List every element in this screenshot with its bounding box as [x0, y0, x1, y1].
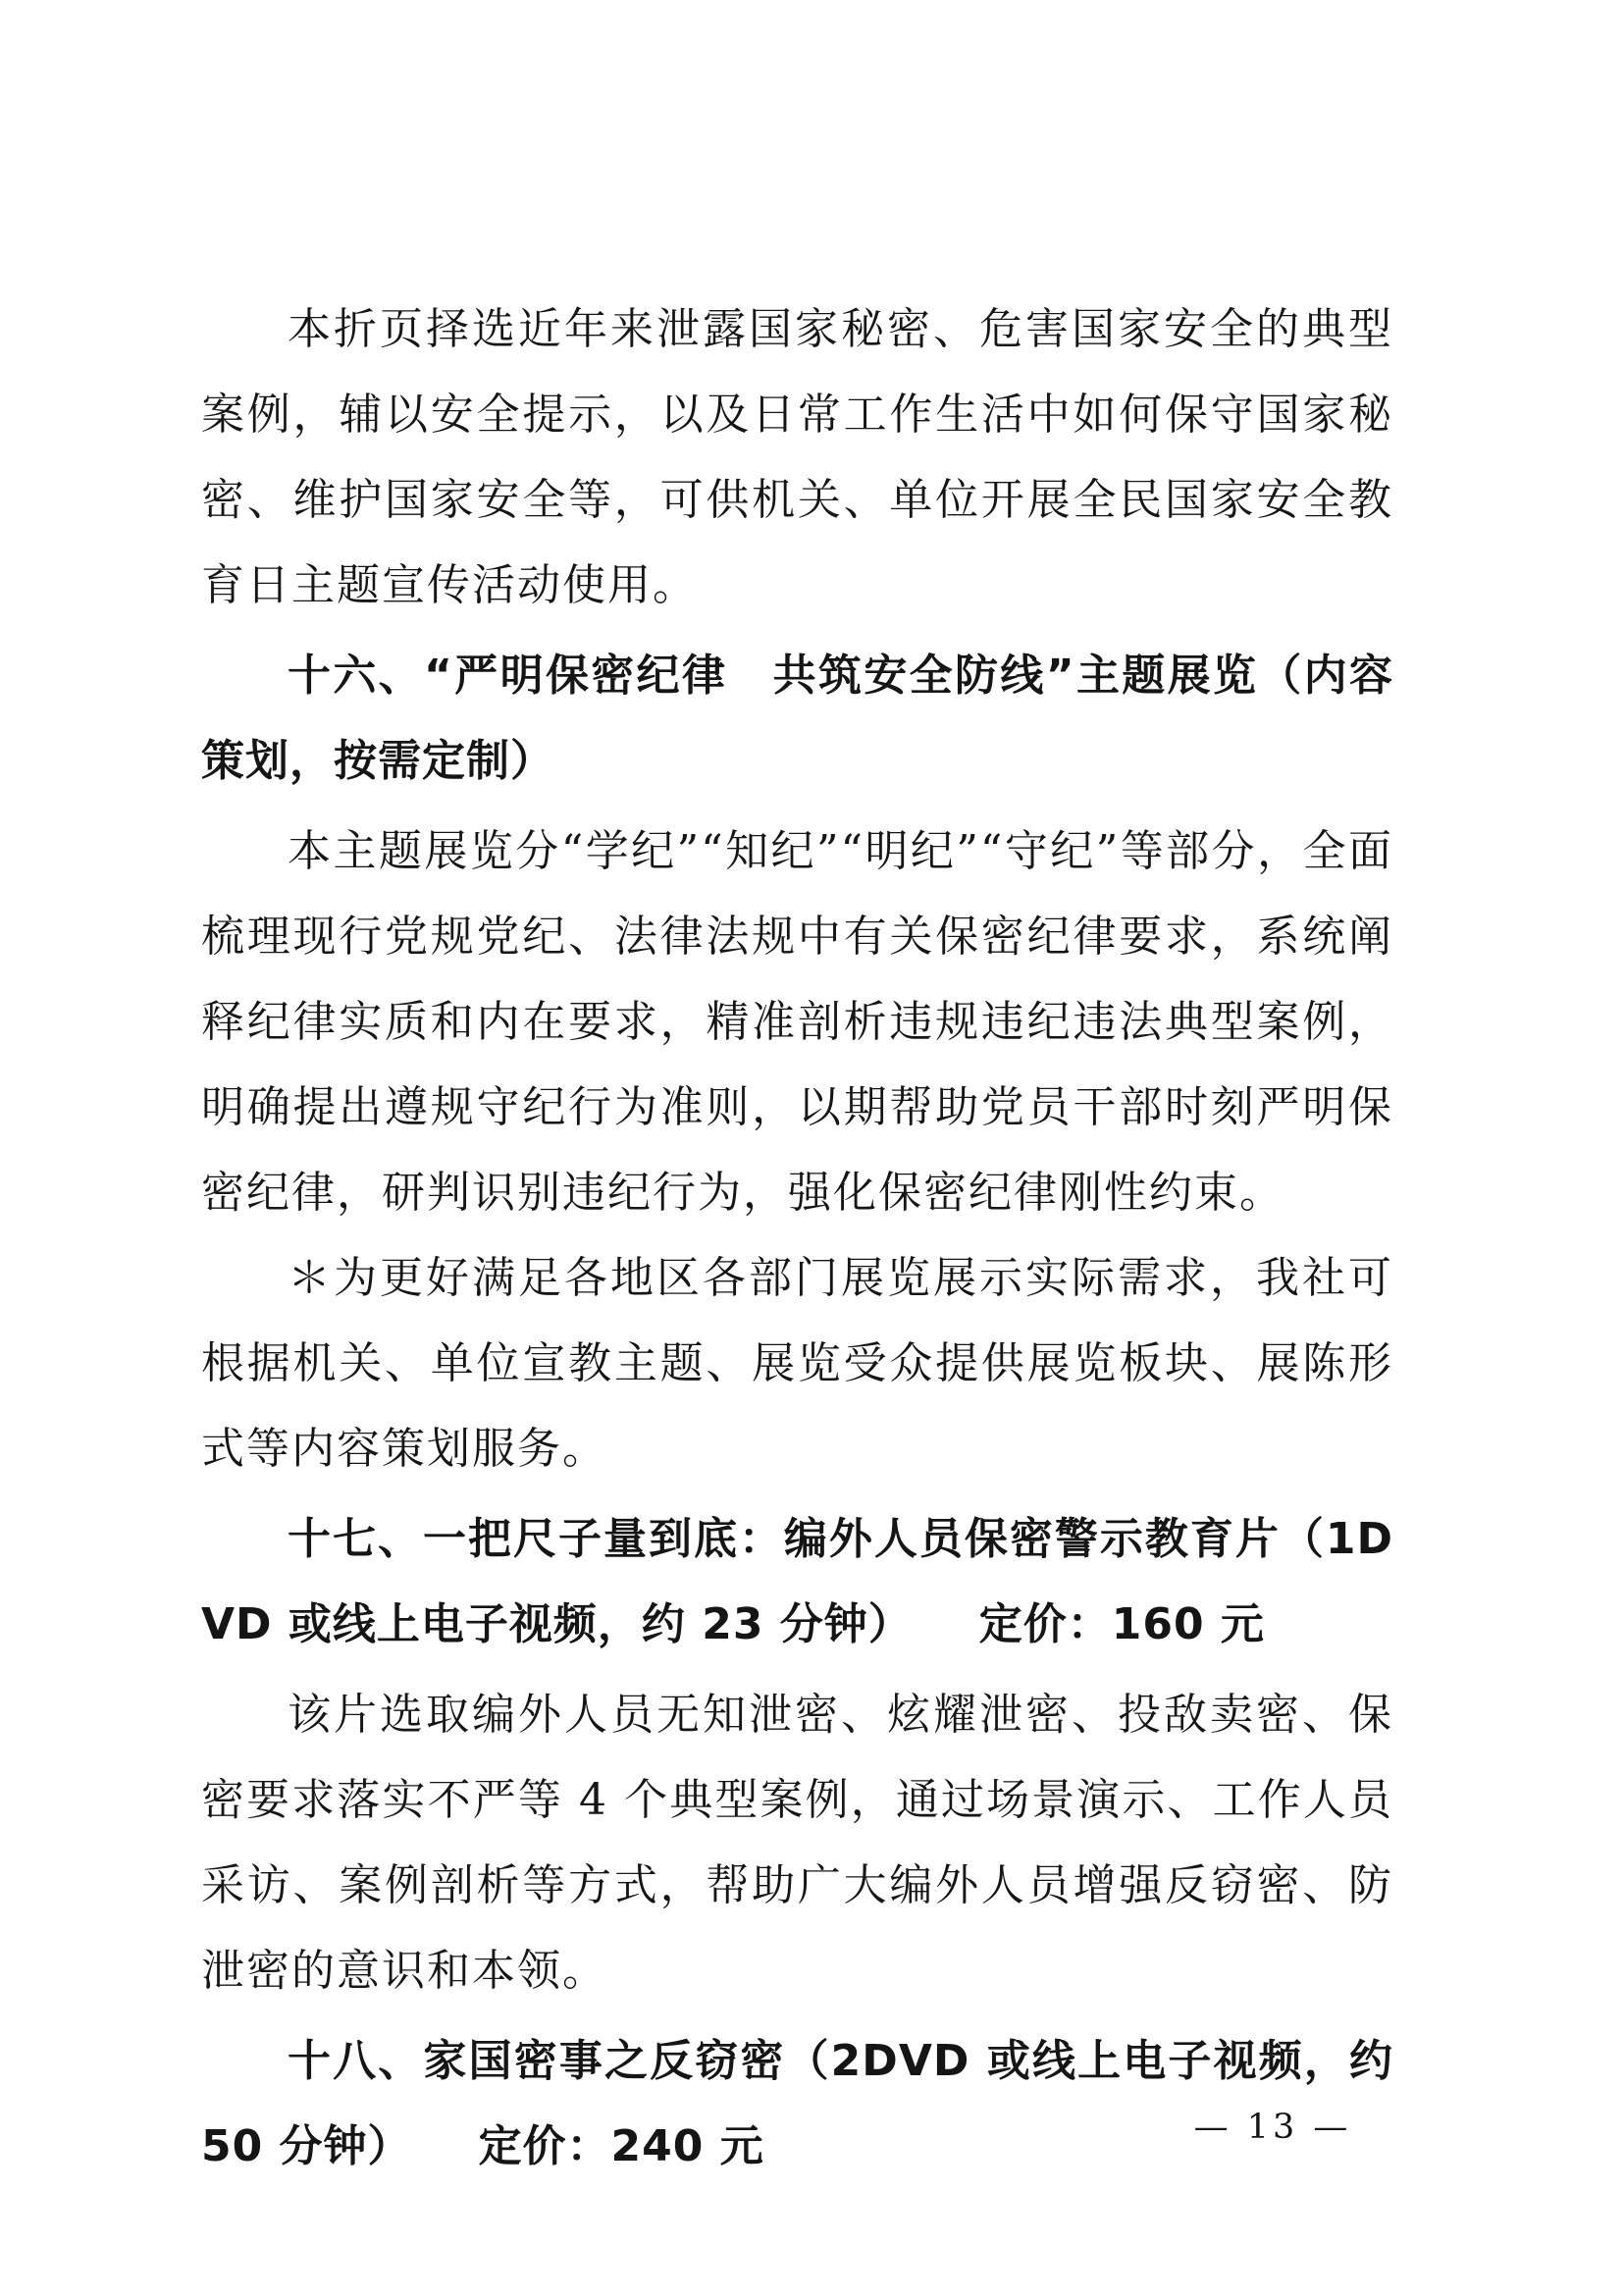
intro-paragraph: 本折页择选近年来泄露国家秘密、危害国家安全的典型案例，辅以安全提示，以及日常工作生活中如何保守国家秘密、维护国家安全等，可供机关、单位开展全民国家安全教育日主题宣传活动使用。 — [201, 304, 1393, 610]
section-18-title: 十八、家国密事之反窃密 — [288, 2036, 786, 2086]
section-17-price: 定价：160 元 — [978, 1599, 1265, 1649]
section-17-heading — [201, 1496, 1393, 1667]
section-17-title: 十七、一把尺子量到底：编外人员保密警示教育片 — [288, 1514, 1281, 1564]
section-17-format: （1DVD 或线上电子视频，约 23 分钟） — [201, 1514, 1394, 1649]
section-16-body: 本主题展览分“学纪”“知纪”“明纪”“守纪”等部分，全面梳理现行党规党纪、法律法规中有关保密纪律要求，系统阐释纪律实质和内在要求，精准剖析违规违纪违法典型案例，明确提出遵规守纪行为准则，以期帮助党员干部时刻严明保密纪律，研判识别违纪行为，强化保密纪律刚性约束。 — [201, 826, 1393, 1218]
page-number: — 13 — — [1193, 2108, 1352, 2147]
section-18-format: （2DVD 或线上电子视频，约 50 分钟） — [201, 2036, 1393, 2171]
section-16-heading: 十六、“严明保密纪律 共筑安全防线”主题展览（内容策划，按需定制） — [201, 651, 1393, 786]
section-17-body: 该片选取编外人员无知泄密、炫耀泄密、投敌卖密、保密要求落实不严等 4 个典型案例，通过场景演示、工作人员采访、案例剖析等方式，帮助广大编外人员增强反窃密、防泄密的意识和本领。 — [201, 1690, 1393, 1996]
page-body — [201, 287, 1393, 2189]
section-18-heading — [201, 2018, 1393, 2189]
section-18-price: 定价：240 元 — [478, 2121, 764, 2171]
section-16-note: ＊为更好满足各地区各部门展览展示实际需求，我社可根据机关、单位宣教主题、展览受众提供展览板块、展陈形式等内容策划服务。 — [201, 1253, 1393, 1474]
